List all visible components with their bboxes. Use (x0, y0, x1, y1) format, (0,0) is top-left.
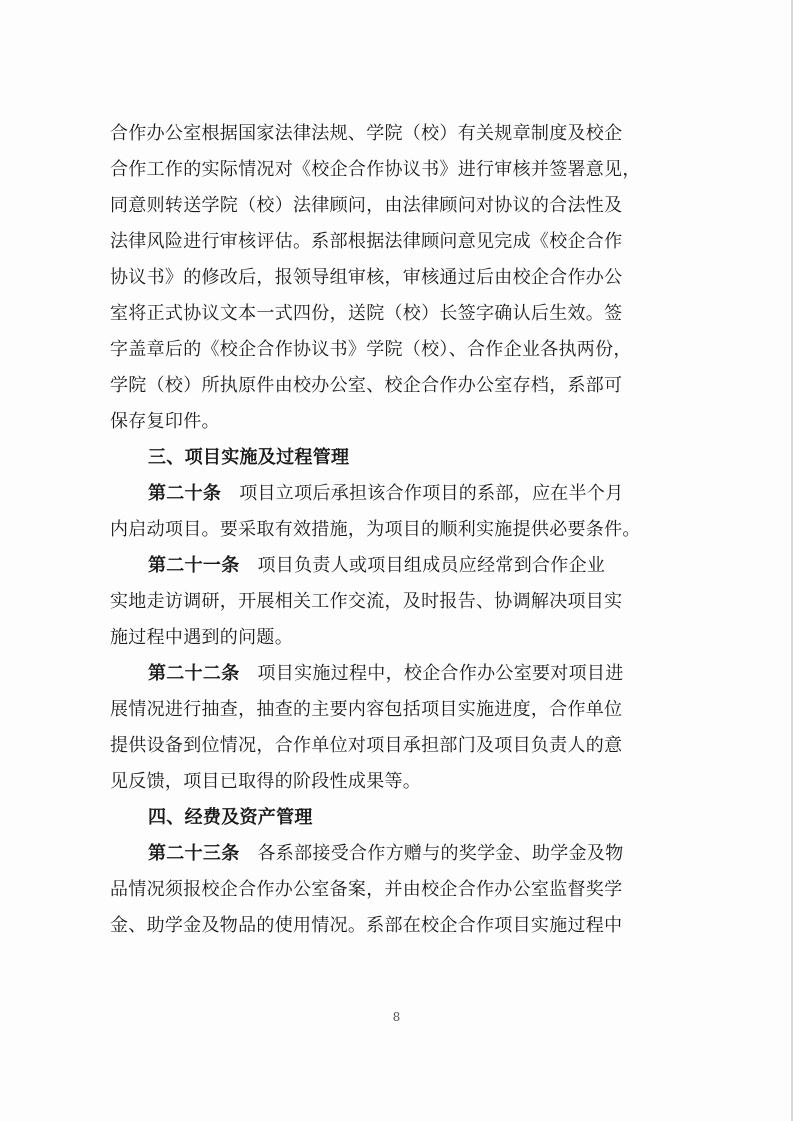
article-text: 项目实施过程中，校企合作办公室要对项目进 (257, 663, 624, 684)
text-line: 保存复印件。 (110, 411, 220, 432)
text-line: 室将正式协议文本一式四份，送院（校）长签字确认后生效。签 (110, 303, 623, 324)
text-line: 内启动项目。要采取有效措施，为项目的顺利实施提供必要条件。 (110, 519, 641, 540)
text-line: 合作工作的实际情况对《校企合作协议书》进行审核并签署意见， (110, 159, 641, 180)
text-line: 同意则转送学院（校）法律顾问，由法律顾问对协议的合法性及 (110, 195, 623, 216)
text-line: 见反馈，项目已取得的阶段性成果等。 (110, 771, 422, 792)
text-line: 提供设备到位情况，合作单位对项目承担部门及项目负责人的意 (110, 735, 623, 756)
document-body (110, 116, 688, 944)
article-number: 第二十一条 (148, 555, 240, 576)
text-line: 学院（校）所执原件由校办公室、校企合作办公室存档，系部可 (110, 375, 623, 396)
article-text: 各系部接受合作方赠与的奖学金、助学金及物 (257, 843, 624, 864)
text-line: 展情况进行抽查，抽查的主要内容包括项目实施进度，合作单位 (110, 699, 623, 720)
text-line: 品情况须报校企合作办公室备案，并由校企合作办公室监督奖学 (110, 879, 623, 900)
article-22 (110, 656, 688, 800)
article-text: 项目负责人或项目组成员应经常到合作企业 (257, 555, 606, 576)
section-heading-3: 三、项目实施及过程管理 (148, 447, 350, 468)
page-number: 8 (392, 1010, 401, 1024)
article-number: 第二十三条 (148, 843, 240, 864)
text-line: 合作办公室根据国家法律法规、学院（校）有关规章制度及校企 (110, 123, 623, 144)
text-line: 协议书》的修改后，报领导组审核，审核通过后由校企合作办公 (110, 267, 623, 288)
article-first-line (110, 548, 688, 584)
article-first-line (110, 476, 688, 512)
text-line: 金、助学金及物品的使用情况。系部在校企合作项目实施过程中 (110, 915, 623, 936)
article-number: 第二十二条 (148, 663, 240, 684)
text-line: 实地走访调研，开展相关工作交流，及时报告、协调解决项目实 (110, 591, 623, 612)
article-23 (110, 836, 688, 944)
article-21 (110, 548, 688, 656)
article-number: 第二十条 (148, 483, 222, 504)
article-first-line (110, 836, 688, 872)
section-heading-4: 四、经费及资产管理 (148, 807, 313, 828)
article-20 (110, 476, 688, 548)
article-text: 项目立项后承担该合作项目的系部，应在半个月 (239, 483, 624, 504)
text-line: 字盖章后的《校企合作协议书》学院（校）、合作企业各执两份， (110, 339, 632, 360)
text-line: 施过程中遇到的问题。 (110, 627, 293, 648)
article-first-line (110, 656, 688, 692)
text-line: 法律风险进行审核评估。系部根据法律顾问意见完成《校企合作 (110, 231, 623, 252)
